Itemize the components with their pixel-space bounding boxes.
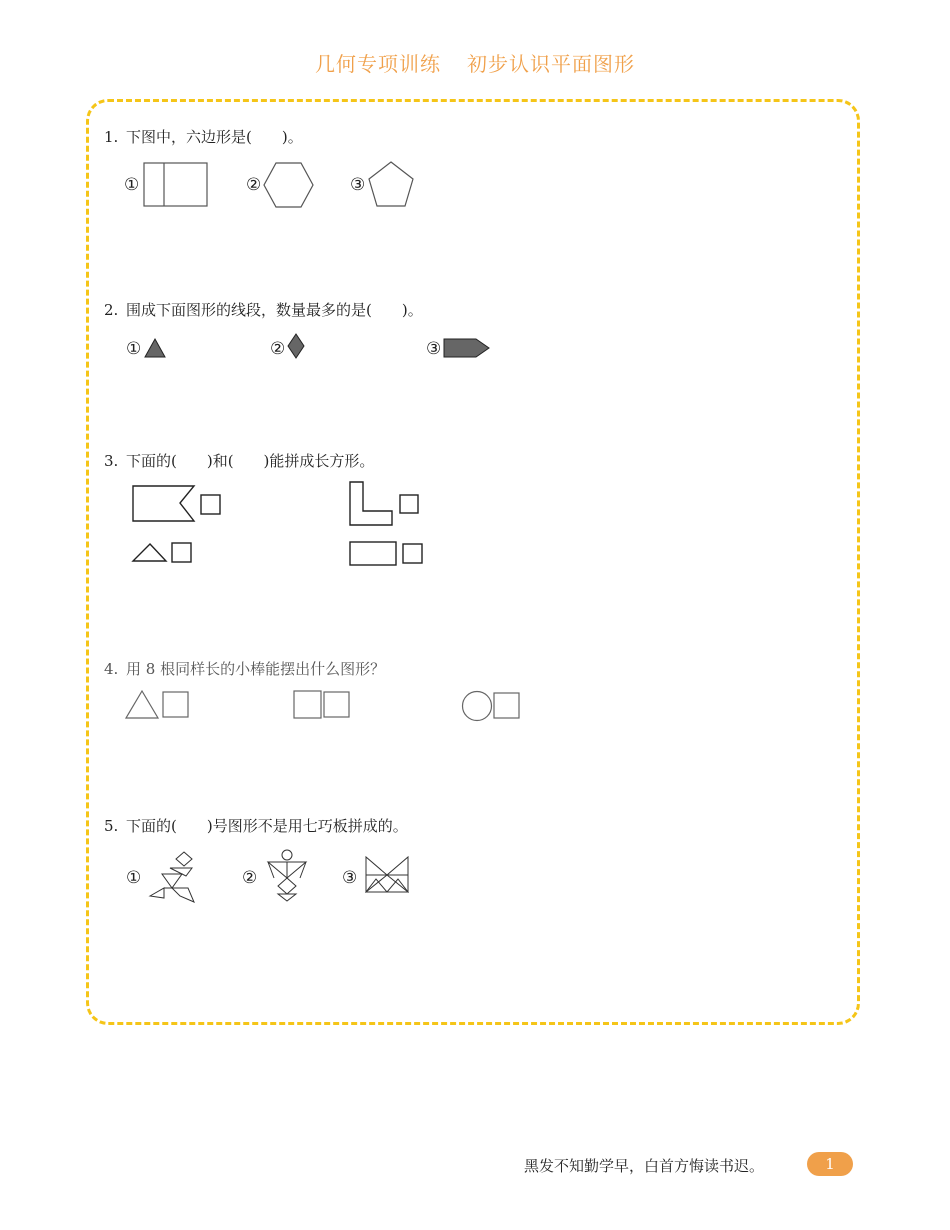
question-text: 用 8 根同样长的小棒能摆出什么图形？	[126, 660, 386, 678]
question-number: 1.	[104, 128, 119, 146]
l-shape-and-square-figure	[349, 481, 421, 527]
option-label: ②	[270, 339, 286, 359]
option-label: ③	[342, 868, 358, 888]
shaded-rhombus-figure	[287, 333, 305, 359]
page-number-badge: 1	[807, 1152, 853, 1176]
tangram-m-figure	[364, 855, 410, 895]
pentagon-figure	[367, 161, 415, 209]
rectangle-and-square-figure	[349, 541, 425, 567]
option-label: ①	[126, 339, 142, 359]
tangram-runner-figure	[148, 850, 200, 904]
page-header	[0, 48, 950, 77]
question-number: 5.	[104, 817, 119, 835]
circle-and-answer-box	[461, 690, 523, 722]
shaded-triangle-figure	[144, 338, 166, 358]
triangle-and-square-figure	[132, 542, 194, 564]
tangram-person-figure	[266, 848, 308, 902]
question-number: 3.	[104, 452, 119, 470]
header-title-right: 初步认识平面图形	[467, 52, 635, 76]
question-text: 围成下面图形的线段，数量最多的是( )。	[126, 301, 423, 319]
option-label: ②	[242, 868, 258, 888]
question-text: 下面的( )和( )能拼成长方形。	[126, 452, 375, 470]
hexagon-figure	[263, 162, 315, 208]
option-label: ③	[426, 339, 442, 359]
square-and-answer-box	[293, 690, 353, 720]
rectangle-with-line-figure	[143, 162, 209, 208]
question-text: 下面的( )号图形不是用七巧板拼成的。	[126, 817, 408, 835]
header-title-left: 几何专项训练	[315, 52, 441, 76]
option-label: ③	[350, 175, 366, 195]
question-1	[104, 126, 303, 147]
footer-motto: 黑发不知勤学早，白首方悔读书迟。	[524, 1157, 765, 1175]
question-text: 下图中，六边形是( )。	[126, 128, 303, 146]
option-label: ②	[246, 175, 262, 195]
question-5	[104, 815, 408, 836]
triangle-and-answer-box	[125, 689, 191, 721]
exercise-frame	[86, 99, 860, 1025]
question-2	[104, 299, 423, 320]
shaded-pentagon-arrow-figure	[443, 338, 491, 358]
question-number: 2.	[104, 301, 119, 319]
option-label: ①	[124, 175, 140, 195]
question-number: 4.	[104, 660, 119, 678]
question-3	[104, 450, 374, 471]
option-label: ①	[126, 868, 142, 888]
question-4	[104, 658, 385, 679]
notched-rectangle-and-square-figure	[132, 485, 224, 523]
